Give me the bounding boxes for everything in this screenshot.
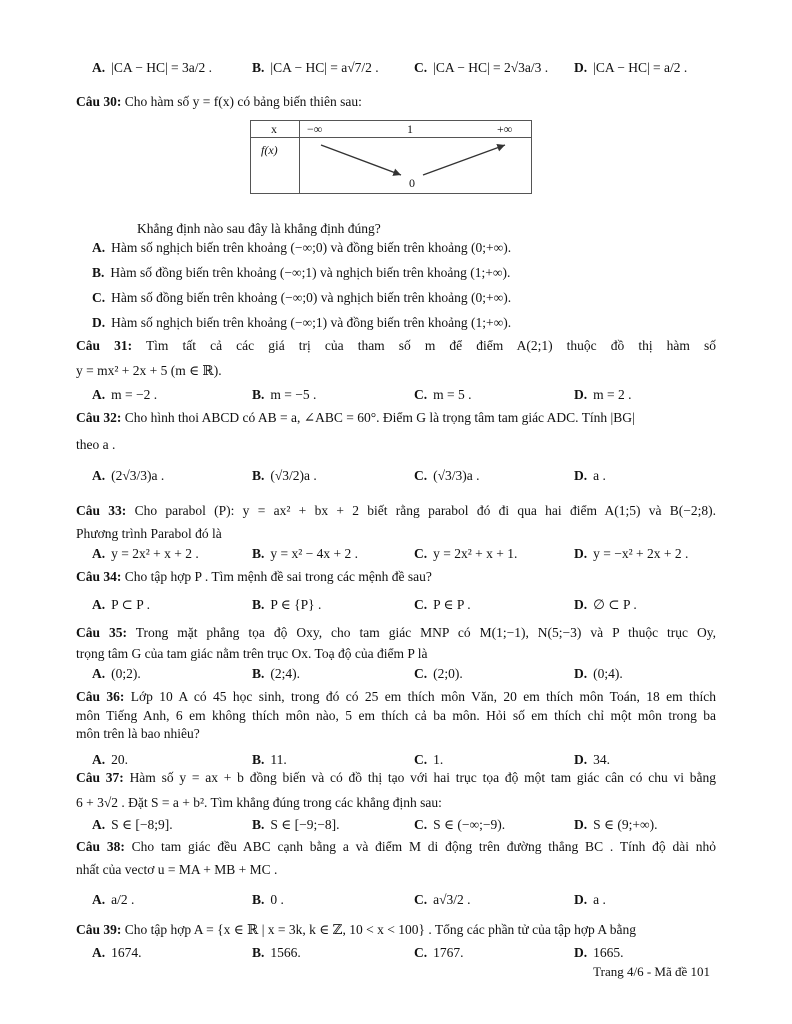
q30-option-b: B. Hàm số đồng biến trên khoảng (−∞;1) và nghịch biến trên khoảng (1;+∞). [92,265,511,280]
page-footer: Trang 4/6 - Mã đề 101 [593,964,710,979]
q36-option-c: C. 1. [414,752,444,767]
q29-option-b: B. |CA − HC| = a√7/2 . [252,60,379,75]
q33-option-a: A. y = 2x² + x + 2 . [92,546,199,561]
q31-option-a: A. m = −2 . [92,387,158,402]
q29-option-d: D. |CA − HC| = a/2 . [574,60,688,75]
q37-stem: Câu 37: Hàm số y = ax + b đồng biến và có đồ thị tạo với hai trục tọa độ một tam giác cân có chu vi bằng [76,770,716,785]
q30-stem: Câu 30: Cho hàm số y = f(x) có bảng biến thiên sau: [76,94,362,109]
q32-option-c: C. (√3/3)a . [414,468,480,483]
variation-arrows [251,121,531,193]
q36-option-b: B. 11. [252,752,287,767]
q35-option-b: B. (2;4). [252,666,301,681]
q31-option-c: C. m = 5 . [414,387,472,402]
q35-option-d: D. (0;4). [574,666,623,681]
q36-stem-3: môn trên là bao nhiêu? [76,726,200,741]
q38-option-c: C. a√3/2 . [414,892,471,907]
table-x-one: 1 [407,122,413,136]
q35-stem: Câu 35: Trong mặt phẳng tọa độ Oxy, cho tam giác MNP có M(1;−1), N(5;−3) và P thuộc trục Oy, [76,625,716,640]
q37-stem-2: 6 + 3√2 . Đặt S = a + b². Tìm khẳng đúng trong các khẳng định sau: [76,795,442,810]
q39-stem: Câu 39: Cho tập hợp A = {x ∈ ℝ | x = 3k, k ∈ ℤ, 10 < x < 100} . Tổng các phần tử của tập hợp A bằng [76,922,636,937]
q30-option-a: A. Hàm số nghịch biến trên khoảng (−∞;0) và đồng biến trên khoảng (0;+∞). [92,240,512,255]
q30-option-d: D. Hàm số nghịch biến trên khoảng (−∞;1) và đồng biến trên khoảng (1;+∞). [92,315,512,330]
q31-option-d: D. m = 2 . [574,387,632,402]
q33-option-c: C. y = 2x² + x + 1. [414,546,518,561]
q37-option-c: C. S ∈ (−∞;−9). [414,817,506,832]
q31-stem-2: y = mx² + 2x + 5 (m ∈ ℝ). [76,363,222,378]
q39-option-a: A. 1674. [92,945,142,960]
q36-option-a: A. 20. [92,752,128,767]
q37-option-d: D. S ∈ (9;+∞). [574,817,658,832]
q34-option-d: D. ∅ ⊂ P . [574,597,637,612]
q39-option-c: C. 1767. [414,945,464,960]
q36-option-d: D. 34. [574,752,610,767]
q38-option-a: A. a/2 . [92,892,135,907]
q35-stem-2: trọng tâm G của tam giác nằm trên trục Ox. Toạ độ của điểm P là [76,646,428,661]
q30-prompt: Khẳng định nào sau đây là khẳng định đúng? [137,221,381,236]
q38-stem-2: nhất của vectơ u = MA + MB + MC . [76,862,278,877]
q35-option-c: C. (2;0). [414,666,463,681]
q36-stem-2: môn Tiếng Anh, 6 em không thích môn nào, 5 em thích cả ba môn. Hỏi số em thích chỉ một môn trong ba [76,708,716,723]
q29-option-a: A. |CA − HC| = 3a/2 . [92,60,213,75]
q35-option-a: A. (0;2). [92,666,141,681]
q31-stem: Câu 31: Tìm tất cả các giá trị của tham số m để điểm A(2;1) thuộc đồ thị hàm số [76,338,716,353]
q39-option-b: B. 1566. [252,945,301,960]
q33-option-d: D. y = −x² + 2x + 2 . [574,546,689,561]
q38-stem: Câu 38: Cho tam giác đều ABC cạnh bằng a và điểm M di động trên đường thẳng BC . Tính độ dài nhỏ [76,839,717,854]
q39-option-d: D. 1665. [574,945,624,960]
q36-stem: Câu 36: Lớp 10 A có 45 học sinh, trong đó có 25 em thích môn Văn, 20 em thích môn Toán, 18 em thích [76,689,716,704]
q33-option-b: B. y = x² − 4x + 2 . [252,546,359,561]
increasing-arrow [423,145,505,175]
q31-option-b: B. m = −5 . [252,387,317,402]
q37-option-a: A. S ∈ [−8;9]. [92,817,173,832]
table-min-value: 0 [409,176,415,190]
table-x-label: x [271,122,277,136]
table-x-pos-inf: +∞ [497,122,513,136]
q33-stem-2: Phương trình Parabol đó là [76,526,222,541]
q29-option-c: C. |CA − HC| = 2√3a/3 . [414,60,549,75]
q32-stem-2: theo a . [76,437,116,452]
q38-option-b: B. 0 . [252,892,284,907]
q34-option-b: B. P ∈ {P} . [252,597,322,612]
decreasing-arrow [321,145,401,175]
q34-stem: Câu 34: Cho tập hợp P . Tìm mệnh đề sai trong các mệnh đề sau? [76,569,432,584]
q32-option-a: A. (2√3/3)a . [92,468,165,483]
q33-stem: Câu 33: Cho parabol (P): y = ax² + bx + 2 biết rằng parabol đó đi qua hai điểm A(1;5) và B(−2;8). [76,503,717,518]
table-x-neg-inf: −∞ [307,122,323,136]
table-fx-label: f(x) [261,143,278,157]
q32-option-d: D. a . [574,468,606,483]
q32-option-b: B. (√3/2)a . [252,468,317,483]
q30-option-c: C. Hàm số đồng biến trên khoảng (−∞;0) và nghịch biến trên khoảng (0;+∞). [92,290,512,305]
variation-table [250,120,532,194]
q38-option-d: D. a . [574,892,606,907]
q34-option-a: A. P ⊂ P . [92,597,150,612]
q37-option-b: B. S ∈ [−9;−8]. [252,817,340,832]
q32-stem: Câu 32: Cho hình thoi ABCD có AB = a, ∠ABC = 60°. Điểm G là trọng tâm tam giác ADC. Tính |BG| [76,410,635,425]
q34-option-c: C. P ∈ P . [414,597,471,612]
